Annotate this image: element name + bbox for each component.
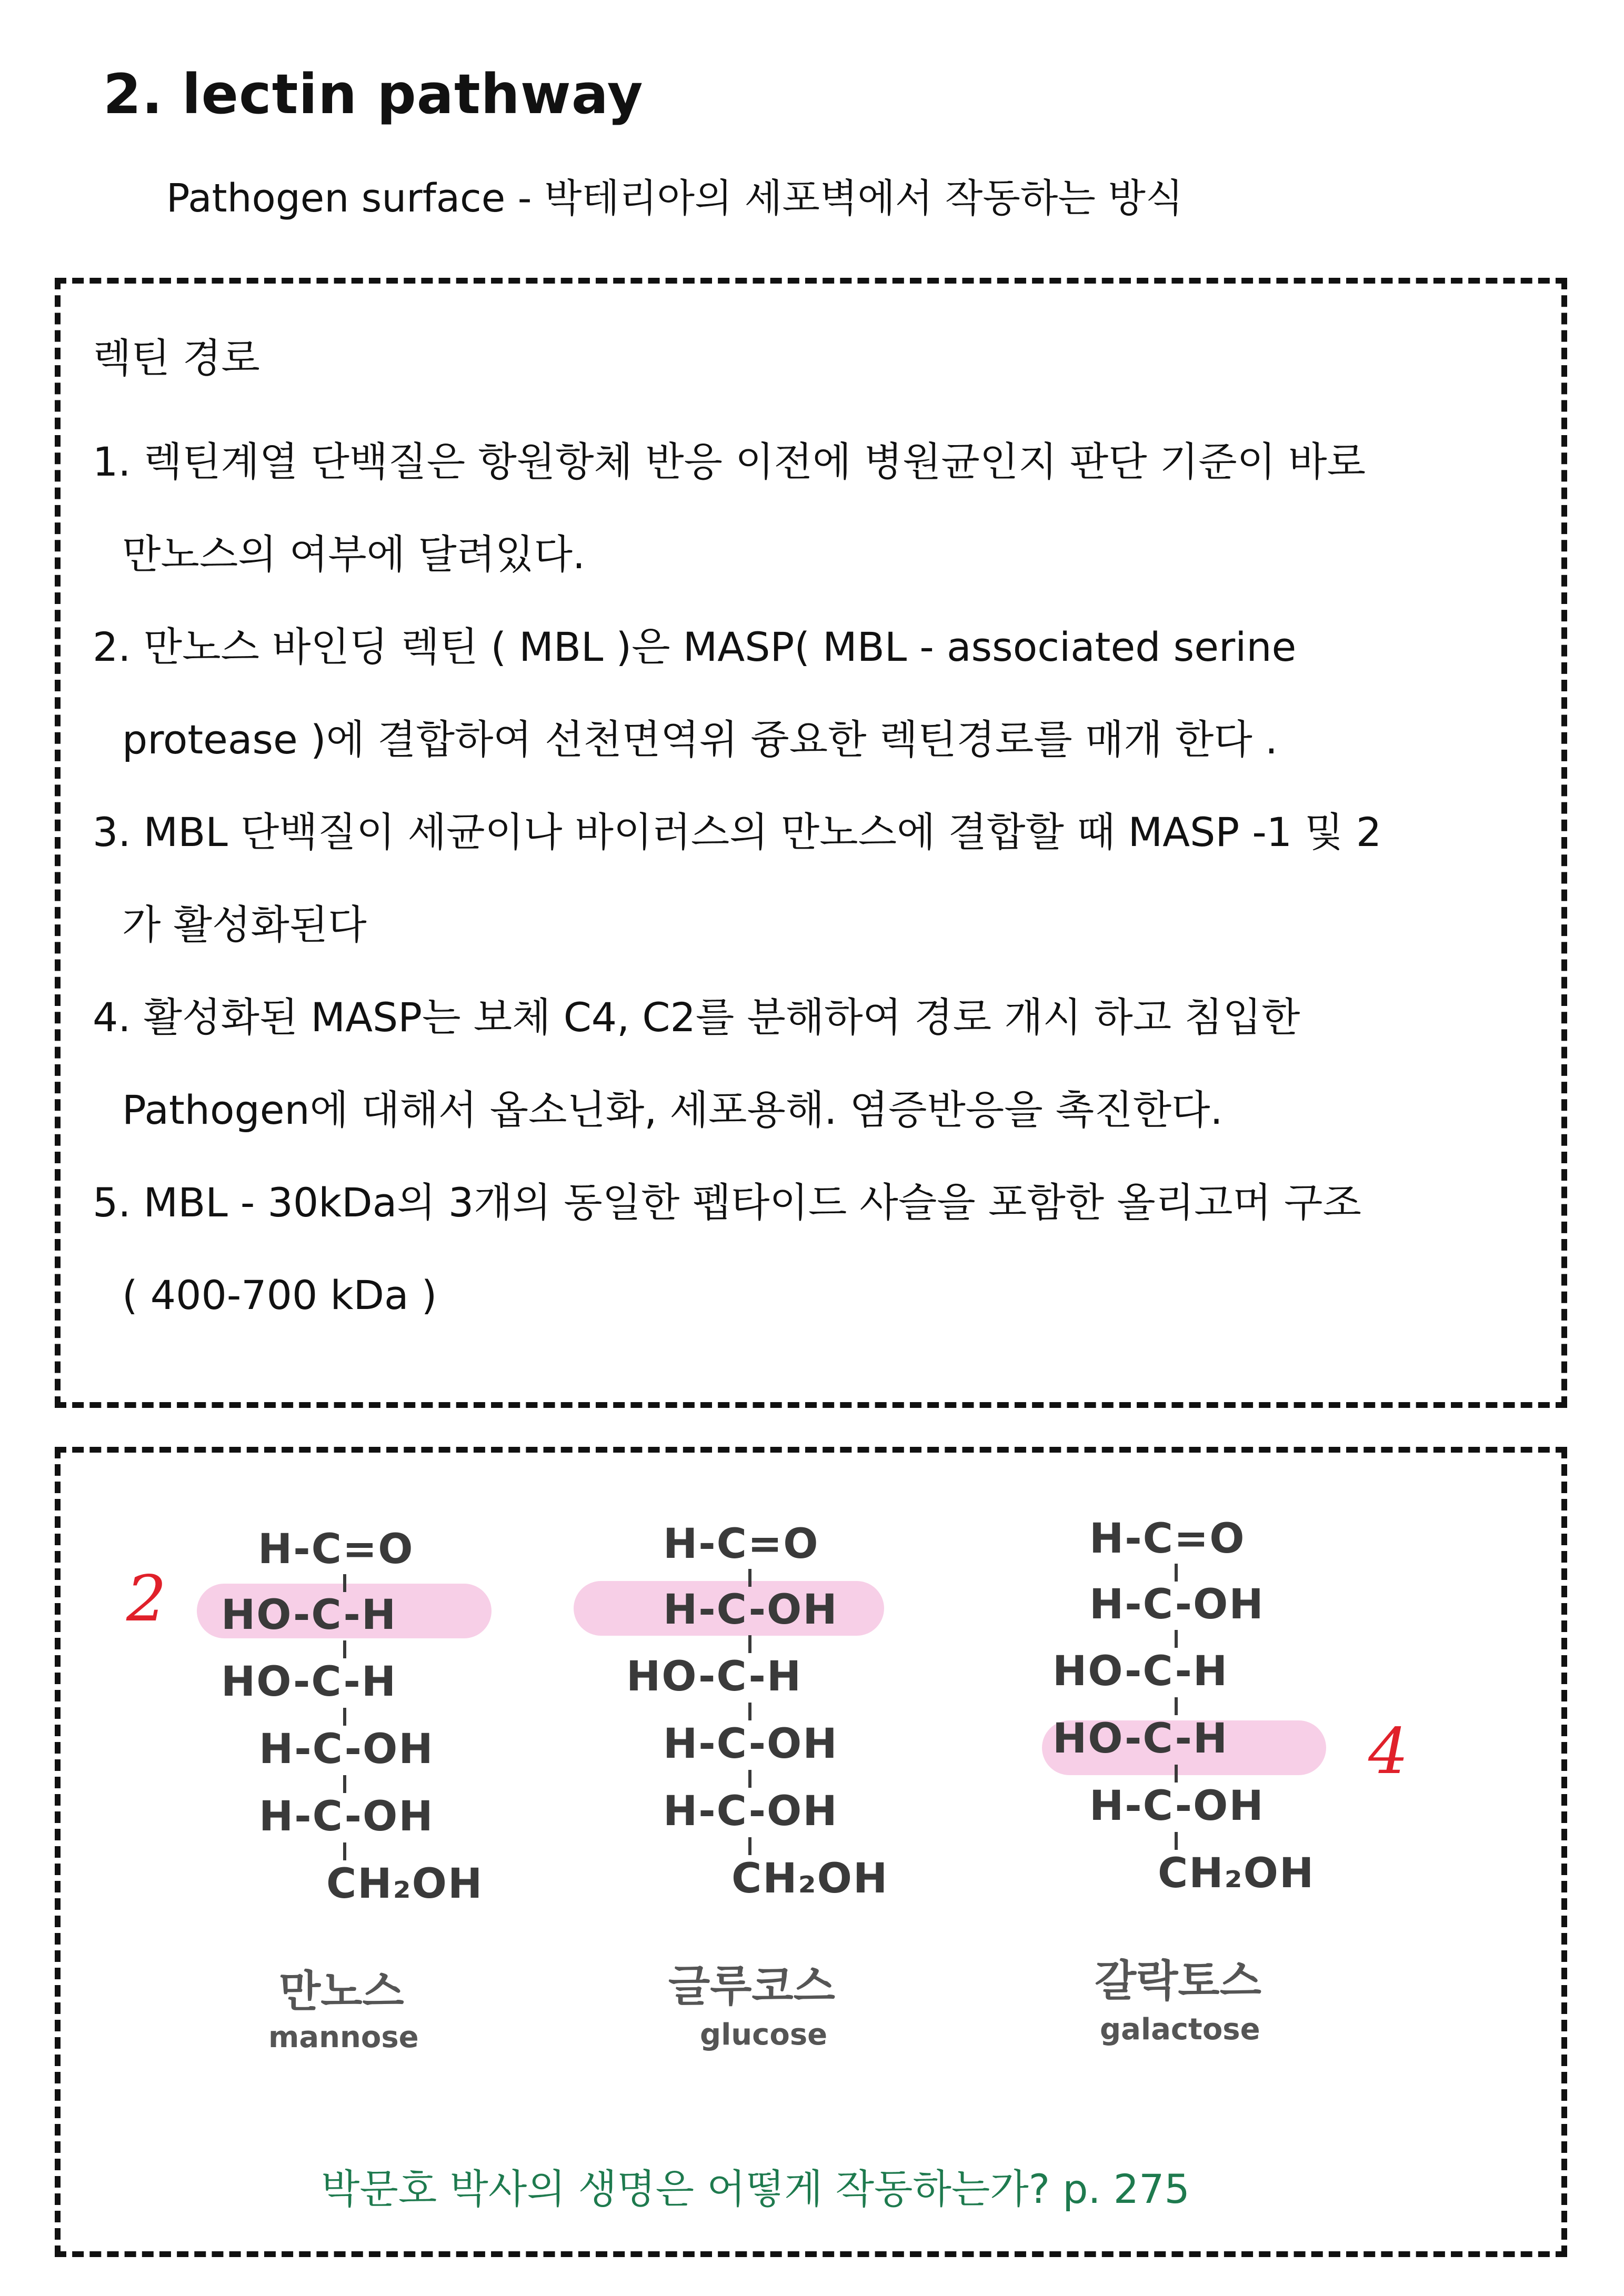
mannose-bond (343, 1574, 346, 1592)
galactose-bond (1175, 1630, 1178, 1648)
glucose-row-3: HO-C-H (626, 1653, 803, 1700)
galactose-row-4: HO-C-H (1052, 1715, 1229, 1763)
galactose-row-5: H-C-OH (1089, 1783, 1265, 1830)
galactose-row-3: HO-C-H (1052, 1648, 1229, 1695)
mannose-structure (221, 1505, 600, 2083)
note-item-3-line-1: 3. MBL 단백질이 세균이나 바이러스의 만노스에 결합할 때 MASP -1 및 2 (93, 809, 1382, 855)
glucose-korean-name: 글루코스 (668, 1961, 835, 2011)
note-item-2-line-1: 2. 만노스 바인딩 렉틴 ( MBL )은 MASP( MBL - associated serine (93, 623, 1297, 670)
galactose-bond (1175, 1564, 1178, 1582)
note-item-4-line-1: 4. 활성화된 MASP는 보체 C4, C2를 분해하여 경로 개시 하고 침입한 (93, 994, 1300, 1041)
galactose-english-name: galactose (1100, 2012, 1260, 2047)
note-item-1-line-1: 1. 렉틴계열 단백질은 항원항체 반응 이전에 병원균인지 판단 기준이 바로 (93, 438, 1366, 485)
galactose-structure (1052, 1505, 1431, 2083)
note-item-5-line-1: 5. MBL - 30kDa의 3개의 동일한 펩타이드 사슬을 포함한 올리고머 구조 (93, 1179, 1361, 1226)
mannose-row-3: HO-C-H (221, 1658, 397, 1706)
annotation-2: 2 (126, 1563, 167, 1636)
glucose-row-4: H-C-OH (663, 1720, 838, 1768)
glucose-bond (748, 1569, 751, 1587)
notes-list (93, 416, 1545, 1342)
note-item-1-line-2: 만노스의 여부에 달려있다. (122, 531, 586, 578)
sugar-structures-figure (126, 1505, 1452, 2089)
figure-source-citation: 박문호 박사의 생명은 어떻게 작동하는가? p. 275 (321, 2166, 1190, 2212)
section-number: 2. (103, 62, 163, 126)
galactose-row-6: CH₂OH (1158, 1850, 1315, 1897)
note-item-3-line-2: 가 활성화된다 (122, 901, 367, 948)
glucose-row-5: H-C-OH (663, 1788, 838, 1835)
note-item-5-line-2: ( 400-700 kDa ) (122, 1272, 437, 1318)
note-item-2-line-2: protease )에 결합하여 선천면역위 즁요한 렉틴경로를 매개 한다 . (122, 716, 1278, 763)
glucose-row-6: CH₂OH (731, 1855, 889, 1902)
glucose-row-2: H-C-OH (663, 1586, 838, 1634)
galactose-bond (1175, 1832, 1178, 1850)
galactose-row-1: H-C=O (1089, 1515, 1246, 1563)
mannose-row-4: H-C-OH (259, 1726, 434, 1773)
mannose-bond (343, 1640, 346, 1658)
annotation-4: 4 (1368, 1715, 1409, 1788)
mannose-english-name: mannose (268, 2020, 419, 2055)
glucose-bond (748, 1703, 751, 1720)
glucose-row-1: H-C=O (663, 1520, 819, 1568)
subtitle: Pathogen surface - 박테리아의 세포벽에서 작동하는 방식 (166, 176, 1184, 221)
galactose-korean-name: 갈락토스 (1095, 1956, 1261, 2006)
mannose-row-6: CH₂OH (326, 1860, 484, 1908)
galactose-bond (1175, 1697, 1178, 1715)
glucose-structure (626, 1505, 1005, 2083)
mannose-bond (343, 1775, 346, 1793)
glucose-bond (748, 1635, 751, 1653)
mannose-bond (343, 1708, 346, 1726)
mannose-korean-name: 만노스 (279, 1967, 404, 2017)
section-title-text: lectin pathway (182, 62, 644, 126)
mannose-row-2: HO-C-H (221, 1592, 397, 1639)
mannose-bond (343, 1842, 346, 1860)
glucose-bond (748, 1837, 751, 1855)
section-title (103, 62, 644, 126)
mannose-row-5: H-C-OH (259, 1793, 434, 1840)
galactose-bond (1175, 1765, 1178, 1783)
notes-heading: 렉틴 경로 (93, 335, 260, 381)
mannose-row-1: H-C=O (258, 1526, 414, 1573)
galactose-row-2: H-C-OH (1089, 1581, 1265, 1628)
note-item-4-line-2: Pathogen에 대해서 옵소닌화, 세포용해. 염증반응을 촉진한다. (122, 1086, 1223, 1133)
glucose-bond (748, 1770, 751, 1788)
glucose-english-name: glucose (700, 2018, 828, 2052)
